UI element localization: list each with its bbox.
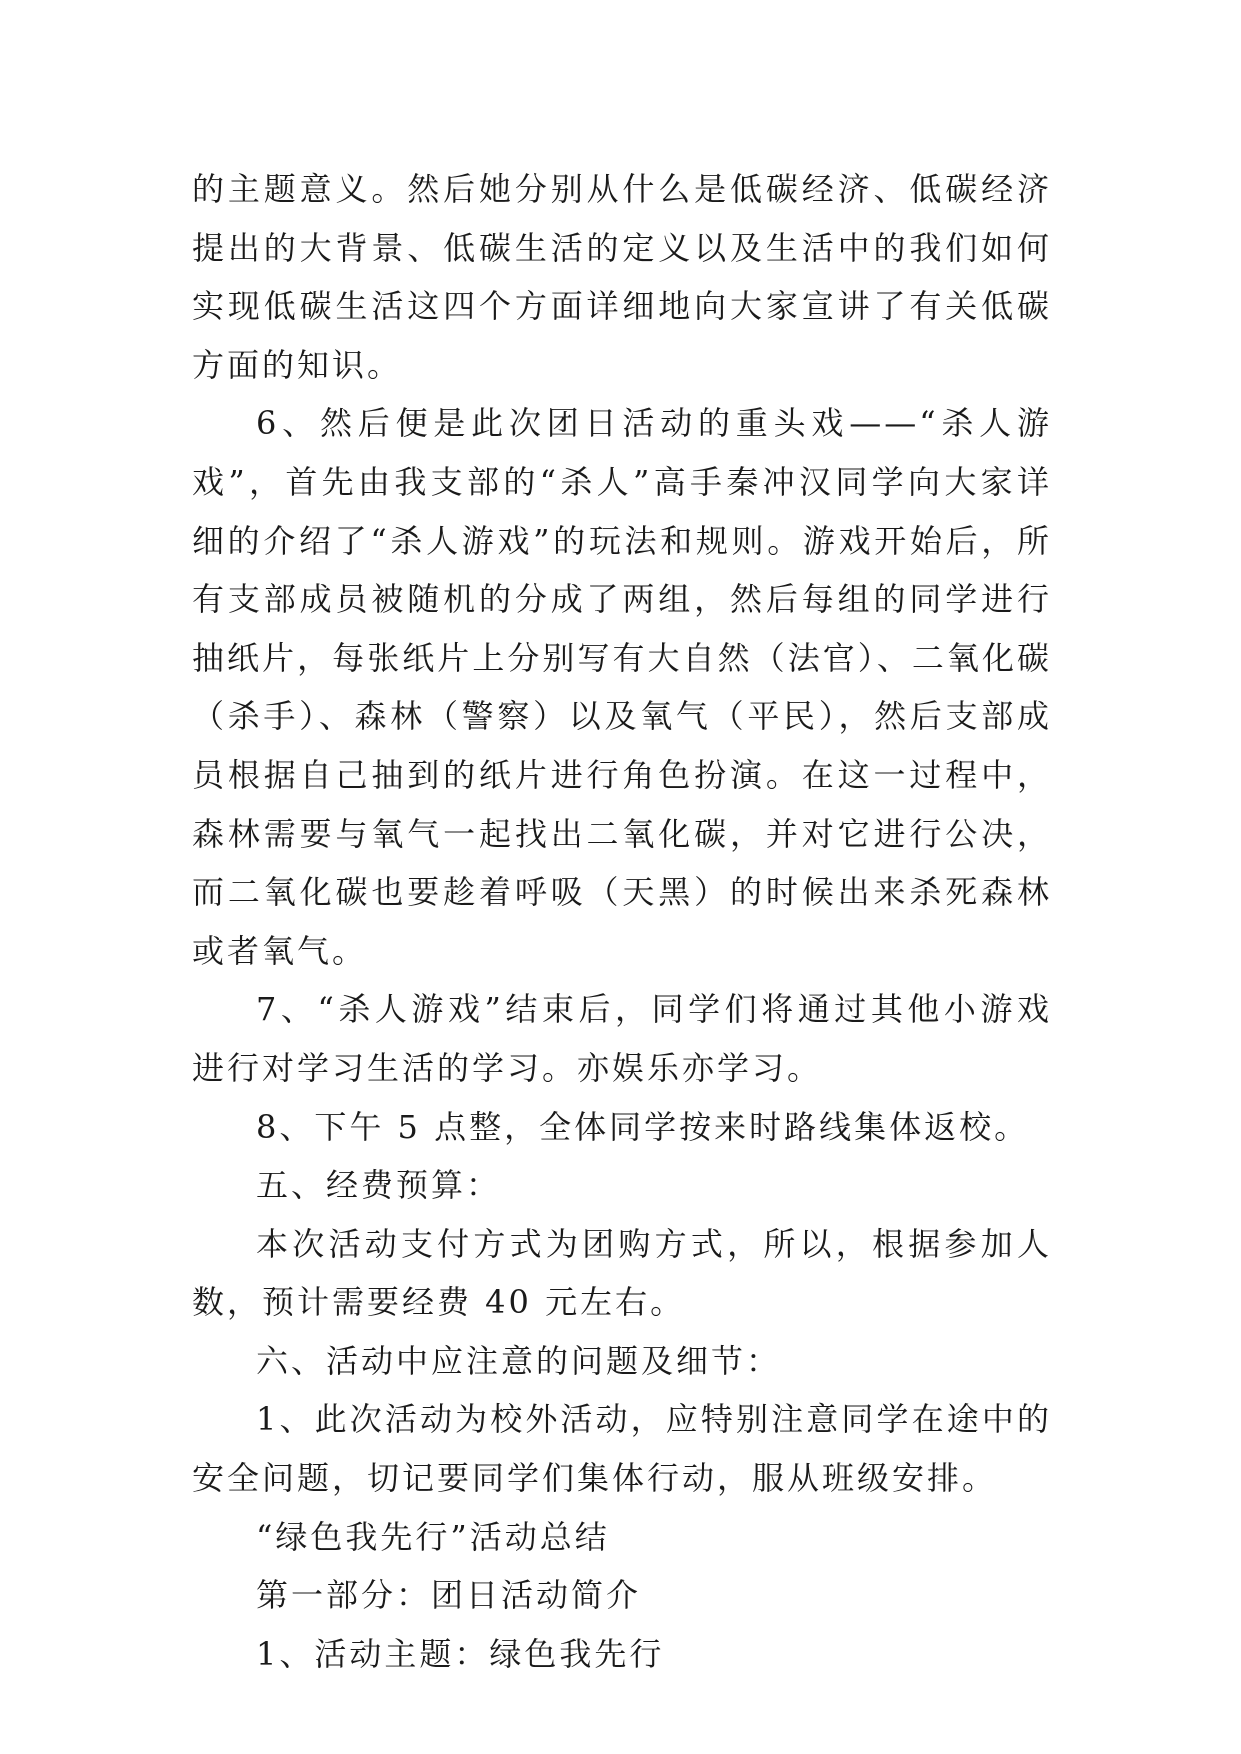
body-paragraph-note-1: 1、此次活动为校外活动，应特别注意同学在途中的安全问题，切记要同学们集体行动，服从班级安排。 xyxy=(192,1400,1052,1498)
body-paragraph-budget: 本次活动支付方式为团购方式，所以，根据参加人数，预计需要经费 40 元左右。 xyxy=(192,1224,1052,1322)
section-heading-budget: 五、经费预算： xyxy=(256,1166,502,1205)
body-paragraph-intro: 的主题意义。然后她分别从什么是低碳经济、低碳经济提出的大背景、低碳生活的定义以及生活中的我们如何实现低碳生活这四个方面详细地向大家宣讲了有关低碳方面的知识。 xyxy=(192,170,1052,384)
document-page xyxy=(192,160,1052,1683)
summary-title: “绿色我先行”活动总结 xyxy=(256,1517,610,1556)
body-paragraph-theme: 1、活动主题：绿色我先行 xyxy=(256,1634,665,1673)
body-paragraph-item-7: 7、“杀人游戏”结束后，同学们将通过其他小游戏进行对学习生活的学习。亦娱乐亦学习。 xyxy=(192,990,1052,1087)
section-heading-part-1: 第一部分：团日活动简介 xyxy=(256,1576,642,1615)
body-paragraph-item-6: 6、然后便是此次团日活动的重头戏——“杀人游戏”，首先由我支部的“杀人”高手秦冲汉同学向大家详细的介绍了“杀人游戏”的玩法和规则。游戏开始后，所有支部成员被随机的分成了两组，然后每组的同学进行抽纸片，每张纸片上分别写有大自然（法官）、二氧化碳（杀手）、森林（警察）以及氧气（平民），然后支部成员根据自己抽到的纸片进行角色扮演。在这一过程中，森林需要与氧气一起找出二氧化碳，并对它进行公决，而二氧化碳也要趁着呼吸（天黑）的时候出来杀死森林或者氧气。 xyxy=(192,404,1052,970)
section-heading-notes: 六、活动中应注意的问题及细节： xyxy=(256,1341,782,1380)
body-paragraph-item-8: 8、下午 5 点整，全体同学按来时路线集体返校。 xyxy=(256,1107,1030,1146)
